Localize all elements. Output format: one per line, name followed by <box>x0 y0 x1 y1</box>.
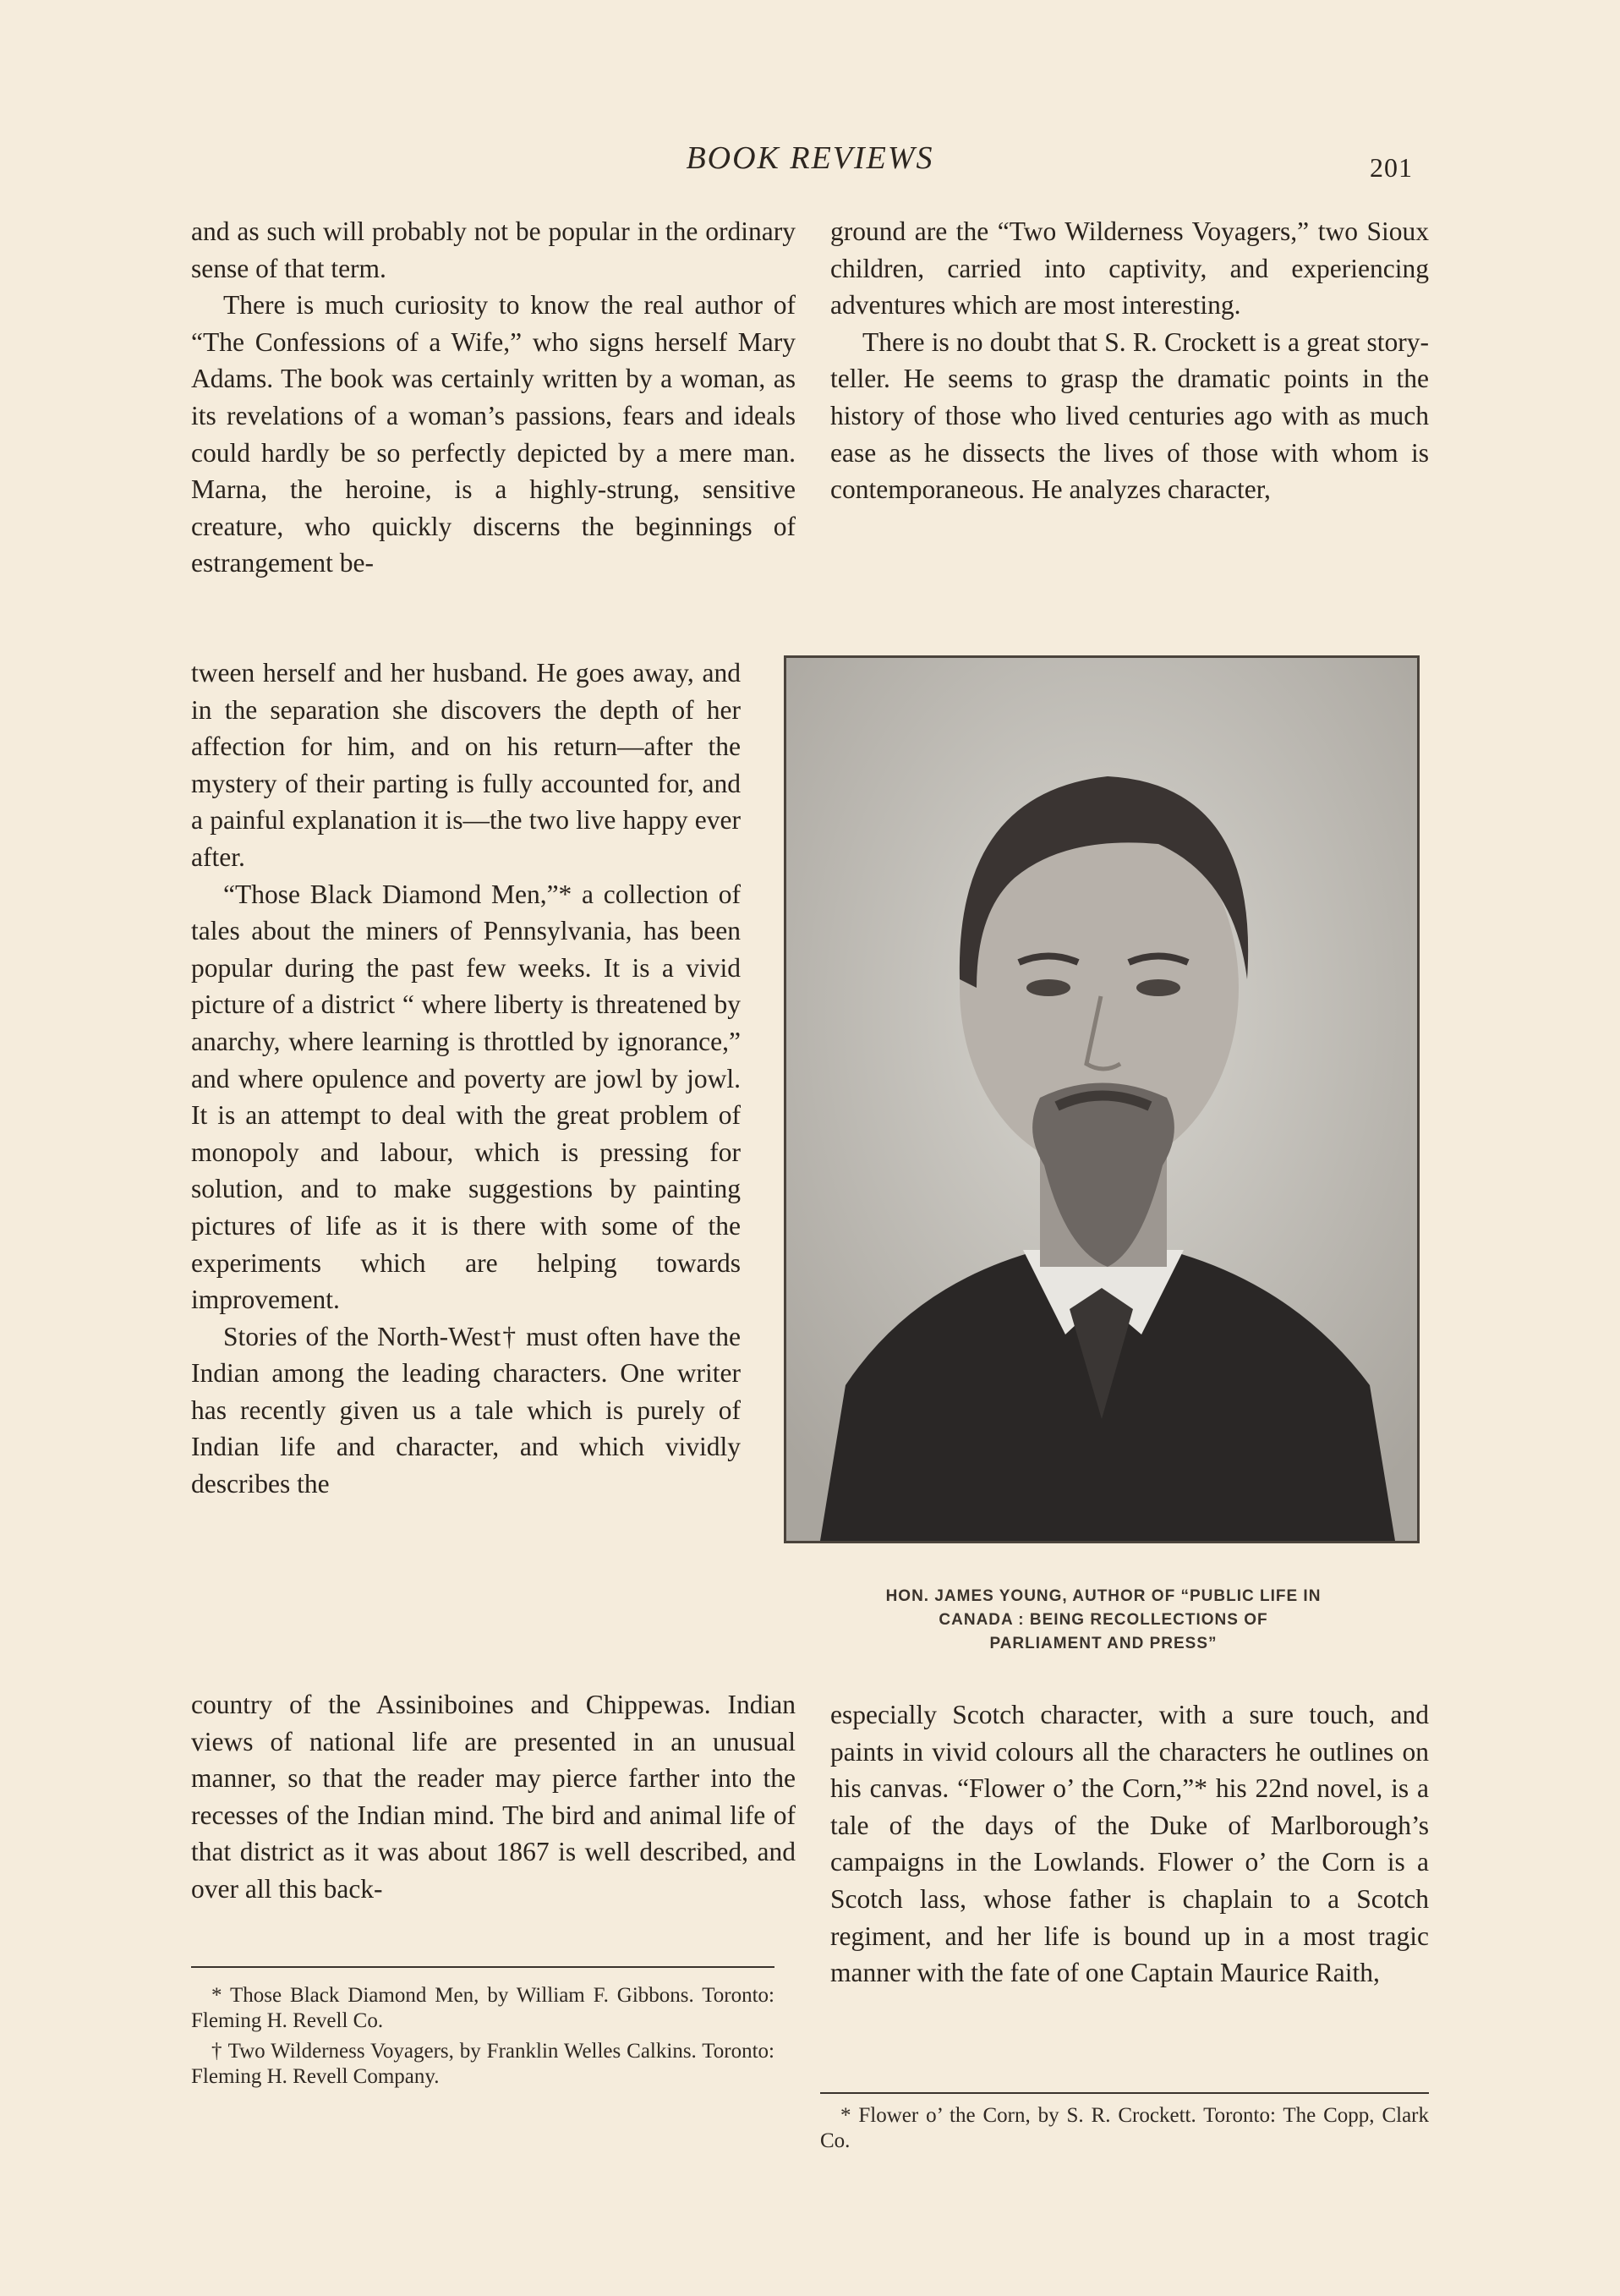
left-column-bottom <box>191 1686 796 1908</box>
footnote-black-diamond-men: * Those Black Diamond Men, by William F. Gibbons. Toronto: Fleming H. Revell Co. <box>191 1984 774 2032</box>
footnotes-right <box>820 2103 1429 2159</box>
left-column-top <box>191 213 796 582</box>
footnote-rule-left <box>191 1966 774 1968</box>
footnote-flower-o-the-corn: * Flower o’ the Corn, by S. R. Crockett. Toronto: The Copp, Clark Co. <box>820 2104 1429 2152</box>
right-paragraph-2: There is no doubt that S. R. Crockett is a great story-teller. He seems to grasp the dramatic points in the history of those who lived centuries ago with as much ease as he dissects the lives of those with whom is contemporaneous. He analyzes character, <box>830 326 1429 505</box>
left-paragraph-2-top: There is much curiosity to know the real author of “The Confessions of a Wife,” who signs herself Mary Adams. The book was certainly written by a woman, as its revelations of a woman’s passions, fears and ideals could hardly be so perfectly depicted by a mere man. Marna, the heroine, is a highly-strung, sensitive creature, who quickly discerns the beginnings of estrangement be- <box>191 290 796 578</box>
portrait-caption <box>786 1585 1420 1656</box>
left-paragraph-4-top: Stories of the North-West† must often have the Indian among the leading characters. One writer has recently given us a tale which is purely of Indian life and character, and which vividly describes the <box>191 1321 741 1499</box>
portrait-image <box>786 658 1417 1541</box>
footnotes-left <box>191 1983 774 2095</box>
footnote-rule-right <box>820 2092 1429 2094</box>
left-column-middle <box>191 655 741 1503</box>
left-paragraph-3: “Those Black Diamond Men,”* a collection of tales about the miners of Pennsylvania, has been popular during the past few weeks. It is a vivid picture of a district “ where liberty is threatened by anarchy, where learning is throttled by ignorance,” and where opulence and poverty are jowl by jowl. It is an attempt to deal with the great problem of monopoly and labour, which is pressing for solution, and to make suggestions by painting pictures of life as it is there with some of the experiments which are helping towards improvement. <box>191 879 741 1315</box>
running-header-title: BOOK REVIEWS <box>686 140 934 176</box>
right-paragraph-3: especially Scotch character, with a sure touch, and paints in vivid colours all the characters he outlines on his canvas. “Flower o’ the Corn,”* his 22nd novel, is a tale of the days of the Duke of Marlborough’s campaigns in the Lowlands. Flower o’ the Corn is a Scotch lass, whose father is chaplain to a Scotch regiment, and her life is bound up in a most tragic manner with the fate of one Captain Maurice Raith, <box>830 1700 1429 1988</box>
footnote-two-wilderness-voyagers: † Two Wilderness Voyagers, by Franklin Welles Calkins. Toronto: Fleming H. Revell Company. <box>191 2040 774 2088</box>
caption-line-1: HON. JAMES YOUNG, AUTHOR OF “PUBLIC LIFE IN <box>885 1587 1322 1605</box>
caption-line-2: CANADA : BEING RECOLLECTIONS OF <box>939 1611 1268 1629</box>
left-paragraph-4-bottom: country of the Assiniboines and Chippewas. Indian views of national life are presented in an unusual manner, so that the reader may pierce farther into the recesses of the Indian mind. The bird and animal life of that district as it was about 1867 is well described, and over all this back- <box>191 1690 796 1904</box>
right-column-top <box>830 213 1429 508</box>
left-paragraph-1: and as such will probably not be popular in the ordinary sense of that term. <box>191 216 796 283</box>
right-paragraph-1: ground are the “Two Wilderness Voyagers,” two Sioux children, carried into captivity, and experiencing adventures which are most interesting. <box>830 216 1429 321</box>
page-number: 201 <box>1370 152 1413 183</box>
portrait-photo <box>784 655 1420 1543</box>
left-paragraph-2-bottom: tween herself and her husband. He goes away, and in the separation she discovers the depth of her affection for him, and on his return—after the mystery of their parting is fully accounted for, and a painful explanation it is—the two live happy ever after. <box>191 658 741 872</box>
right-column-bottom <box>830 1696 1429 1992</box>
caption-line-3: PARLIAMENT AND PRESS” <box>989 1635 1218 1652</box>
